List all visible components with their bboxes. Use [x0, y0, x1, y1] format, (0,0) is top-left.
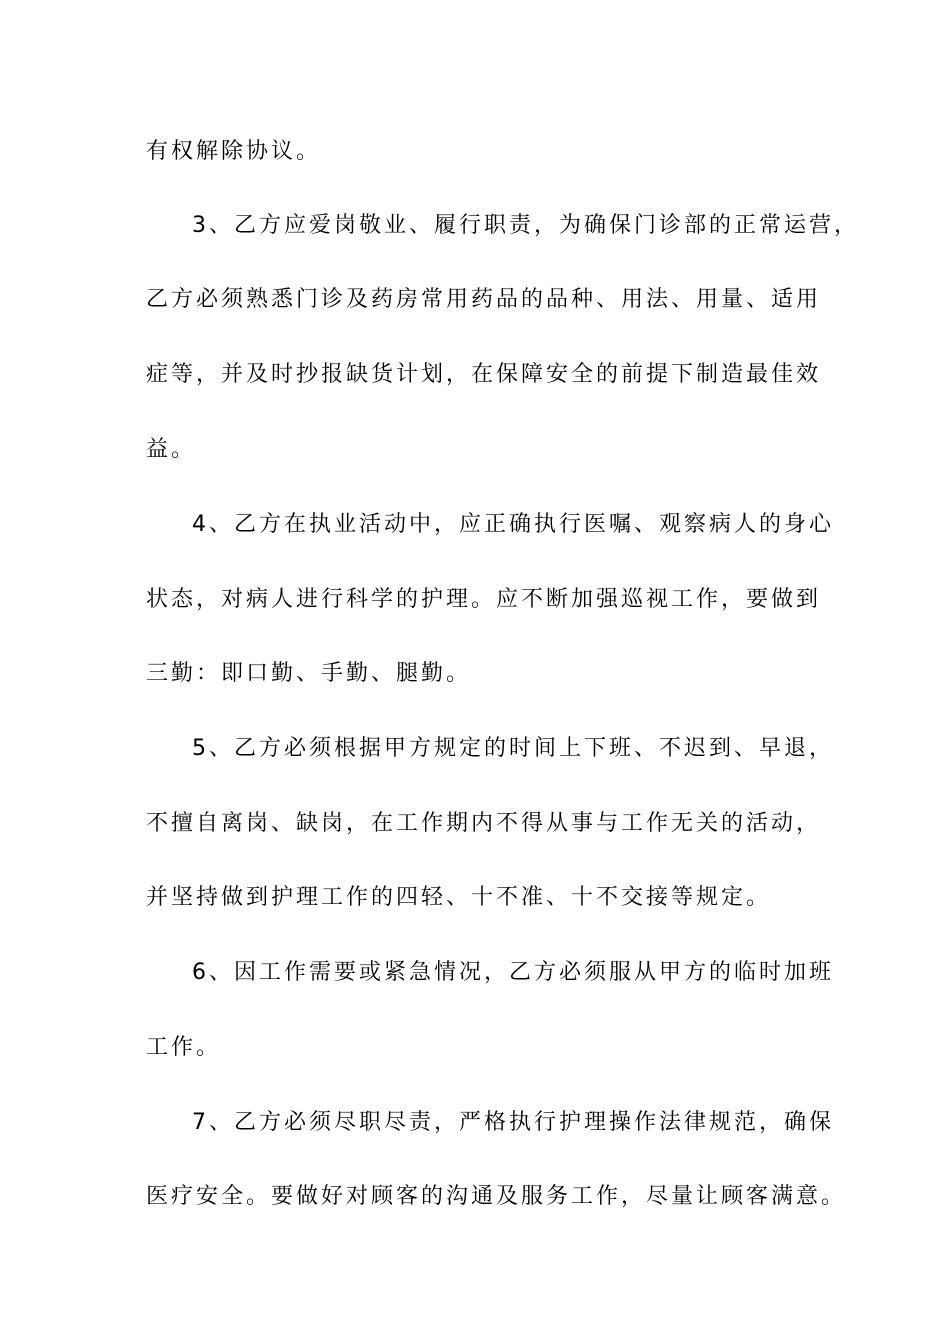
- paragraph-line: 症等，并及时抄报缺货计划，在保障安全的前提下制造最佳效: [146, 362, 822, 387]
- paragraph-6-first-line: 6、因工作需要或紧急情况，乙方必须服从甲方的临时加班: [192, 960, 834, 985]
- paragraph-3-first-line: 3、乙方应爱岗敬业、履行职责，为确保门诊部的正常运营，: [192, 213, 859, 238]
- paragraph-line: 医疗安全。要做好对顾客的沟通及服务工作，尽量让顾客满意。: [146, 1184, 847, 1209]
- paragraph-line: 状态，对病人进行科学的护理。应不断加强巡视工作，要做到: [146, 587, 822, 612]
- paragraph-4-first-line: 4、乙方在执业活动中，应正确执行医嘱、观察病人的身心: [192, 512, 834, 537]
- paragraph-line: 三勤：即口勤、手勤、腿勤。: [146, 661, 472, 686]
- paragraph-line: 益。: [146, 437, 197, 462]
- paragraph-line: 工作。: [146, 1035, 222, 1060]
- paragraph-5-first-line: 5、乙方必须根据甲方规定的时间上下班、不迟到、早退，: [192, 736, 834, 761]
- paragraph-line: 有权解除协议。: [146, 139, 322, 164]
- paragraph-line: 不擅自离岗、缺岗，在工作期内不得从事与工作无关的活动，: [146, 811, 822, 836]
- paragraph-line: 并坚持做到护理工作的四轻、十不准、十不交接等规定。: [146, 885, 772, 910]
- paragraph-7-first-line: 7、乙方必须尽职尽责，严格执行护理操作法律规范，确保: [192, 1110, 834, 1135]
- paragraph-line: 乙方必须熟悉门诊及药房常用药品的品种、用法、用量、适用: [146, 287, 822, 312]
